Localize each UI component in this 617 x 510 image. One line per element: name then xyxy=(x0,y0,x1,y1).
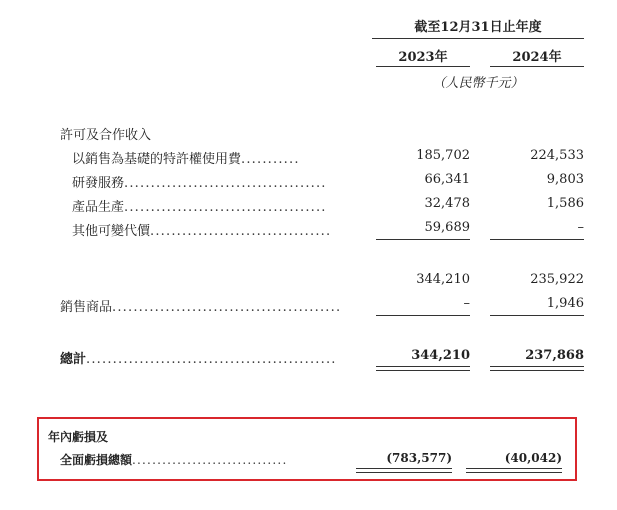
cell-variable-2023: 59,689 xyxy=(424,220,470,235)
row-label-text: 銷售商品 xyxy=(60,300,113,315)
row-label-text: 研發服務 xyxy=(72,176,125,191)
row-label-text: 產品生產 xyxy=(72,200,125,215)
section-title: 許可及合作收入 xyxy=(60,128,152,143)
year-2024-rule xyxy=(490,66,584,67)
cell-royalty-2023: 185,702 xyxy=(416,148,470,163)
header-rule xyxy=(372,38,584,39)
goods-rule-2023 xyxy=(376,315,470,316)
row-label-variable xyxy=(72,220,331,239)
dot-leader: ............................... xyxy=(132,453,288,467)
dot-leader: ...................................... xyxy=(124,176,327,191)
cell-rnd-2024: 9,803 xyxy=(546,172,584,187)
row-label-total xyxy=(60,348,337,367)
dot-leader: .................................. xyxy=(150,224,332,239)
subtotal-2023: 344,210 xyxy=(416,272,470,287)
loss-2023: (783,577) xyxy=(386,451,452,465)
row-label-royalty xyxy=(72,148,300,167)
cell-variable-2024: – xyxy=(577,220,584,235)
loss-double-rule-2024 xyxy=(466,468,562,473)
cell-rnd-2023: 66,341 xyxy=(424,172,470,187)
subtotal-rule-2023 xyxy=(376,239,470,240)
row-label-rnd xyxy=(72,172,327,191)
unit-label: （人民幣千元） xyxy=(432,76,524,91)
dot-leader: ............................................... xyxy=(86,352,337,367)
dot-leader: ........... xyxy=(241,152,300,167)
cell-goods-2024: 1,946 xyxy=(546,296,584,311)
subtotal-2024: 235,922 xyxy=(530,272,584,287)
cell-goods-2023: – xyxy=(463,296,470,311)
total-double-rule-2023 xyxy=(376,366,470,371)
row-label-production xyxy=(72,196,327,215)
year-2023-header: 2023年 xyxy=(398,50,448,65)
total-2023: 344,210 xyxy=(411,348,470,363)
row-label-text: 以銷售為基礎的特許權使用費 xyxy=(72,152,242,167)
loss-label-line1: 年內虧損及 xyxy=(48,430,109,444)
cell-production-2024: 1,586 xyxy=(546,196,584,211)
loss-2024: (40,042) xyxy=(504,451,562,465)
cell-production-2023: 32,478 xyxy=(424,196,470,211)
total-2024: 237,868 xyxy=(525,348,584,363)
subtotal-rule-2024 xyxy=(490,239,584,240)
period-header: 截至12月31日止年度 xyxy=(414,20,542,35)
row-label-text: 其他可變代價 xyxy=(72,224,151,239)
dot-leader: ........................................... xyxy=(112,300,342,315)
loss-double-rule-2023 xyxy=(356,468,452,473)
total-double-rule-2024 xyxy=(490,366,584,371)
goods-rule-2024 xyxy=(490,315,584,316)
row-label-text: 全面虧損總額 xyxy=(60,453,133,467)
year-2023-rule xyxy=(376,66,470,67)
row-label-text: 總計 xyxy=(60,352,87,367)
year-2024-header: 2024年 xyxy=(512,50,562,65)
row-label-goods xyxy=(60,296,341,315)
dot-leader: ...................................... xyxy=(124,200,327,215)
cell-royalty-2024: 224,533 xyxy=(530,148,584,163)
loss-label-line2 xyxy=(60,451,287,468)
